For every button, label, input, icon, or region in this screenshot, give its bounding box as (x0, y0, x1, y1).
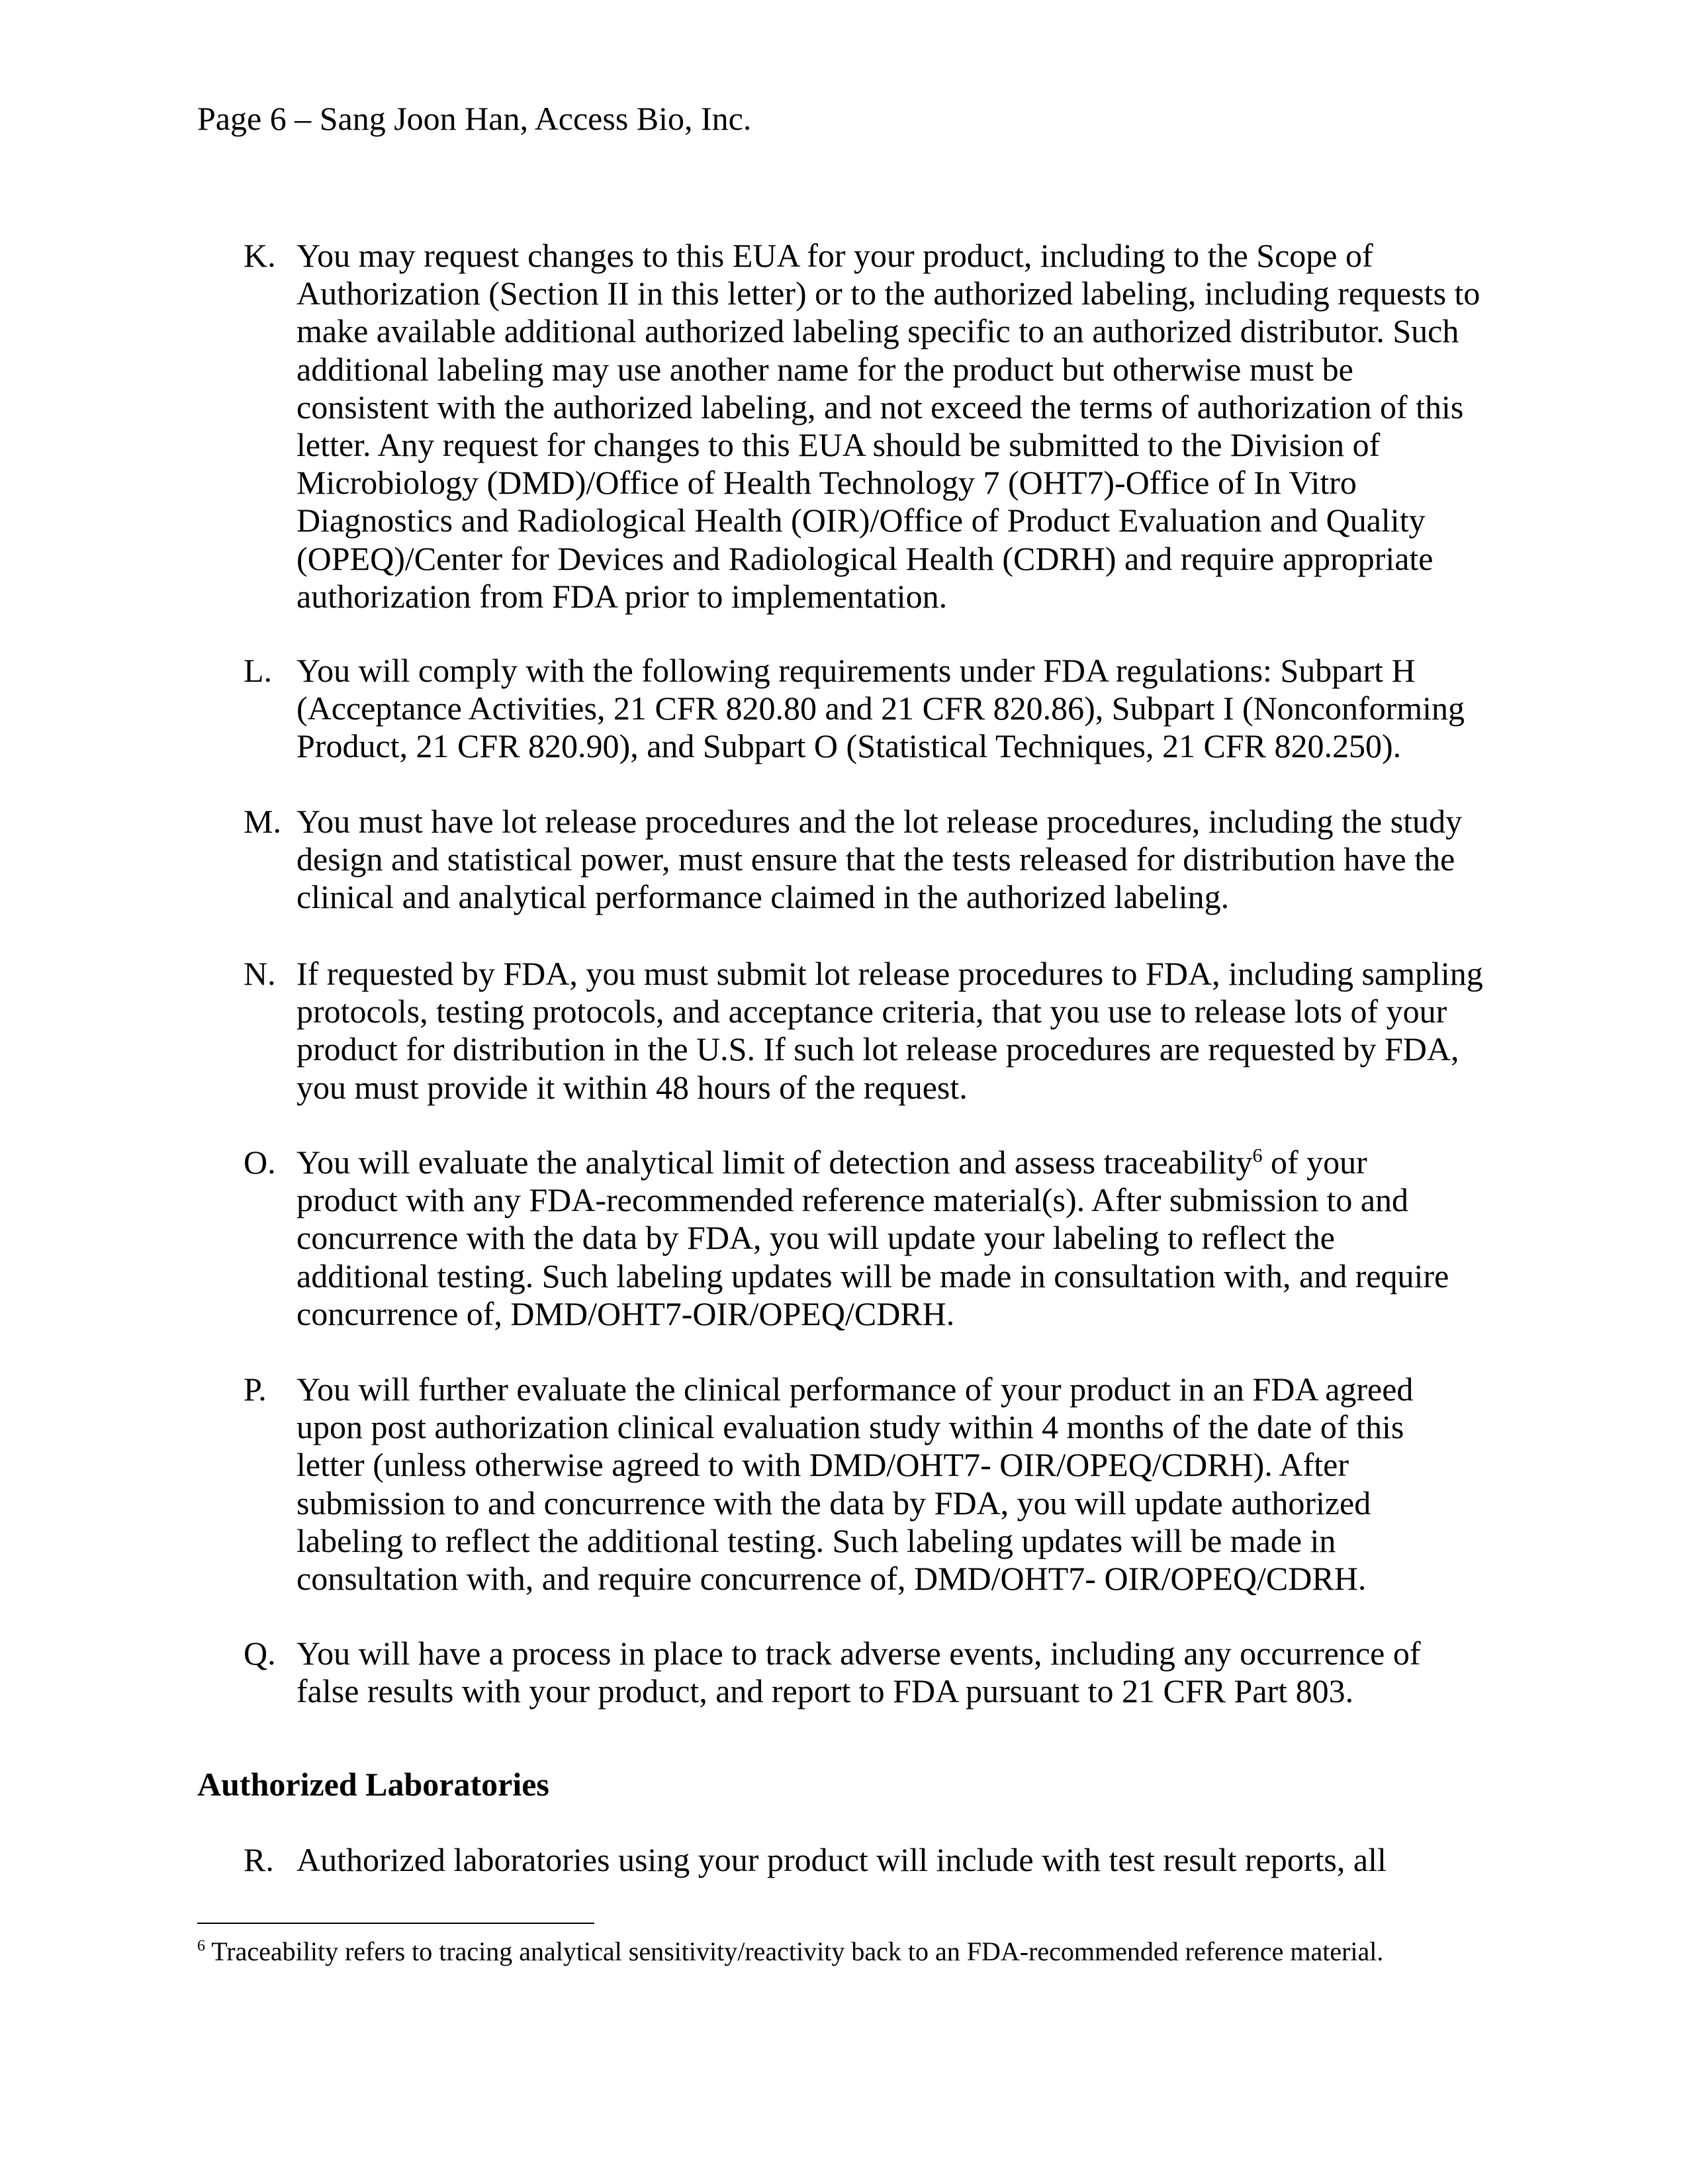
text-line: concurrence of, DMD/OHT7-OIR/OPEQ/CDRH. (296, 1295, 955, 1332)
text-line: consultation with, and require concurrence of, DMD/OHT7- OIR/OPEQ/CDRH. (296, 1560, 1367, 1598)
item-letter: R. (244, 1841, 274, 1878)
item-letter: N. (244, 955, 276, 992)
text-line: design and statistical power, must ensure that the tests released for distribution have the (296, 841, 1455, 878)
text-line: letter (unless otherwise agreed to with DMD/OHT7- OIR/OPEQ/CDRH). After (296, 1446, 1349, 1484)
text-line: clinical and analytical performance claimed in the authorized labeling. (296, 878, 1230, 916)
text-line: product with any FDA-recommended reference material(s). After submission to and (296, 1181, 1409, 1219)
text-line: additional labeling may use another name for the product but otherwise must be (296, 350, 1353, 388)
text-line: You will further evaluate the clinical performance of your product in an FDA agreed (296, 1371, 1414, 1408)
item-text (296, 652, 1481, 766)
text-line (296, 1144, 1481, 1181)
footnote (197, 1936, 1383, 1968)
item-letter: P. (244, 1371, 267, 1408)
text-line: letter. Any request for changes to this EUA should be submitted to the Division of (296, 426, 1381, 464)
item-text (296, 237, 1481, 615)
footnote-reference: 6 (1252, 1144, 1263, 1167)
text-line: You will comply with the following requirements under FDA regulations: Subpart H (296, 652, 1416, 689)
page-header: Page 6 – Sang Joon Han, Access Bio, Inc. (197, 100, 752, 137)
item-letter: M. (244, 803, 281, 840)
item-letter: L. (244, 652, 273, 689)
text-fragment: You will evaluate the analytical limit of detection and assess traceability (296, 1144, 1253, 1181)
footnote-divider (197, 1923, 594, 1924)
text-line: concurrence with the data by FDA, you will update your labeling to reflect the (296, 1219, 1335, 1257)
text-line: product for distribution in the U.S. If such lot release procedures are requested by FDA, (296, 1030, 1459, 1068)
item-text (296, 1635, 1481, 1710)
item-text (296, 1841, 1481, 1879)
text-line: You may request changes to this EUA for your product, including to the Scope of (296, 237, 1373, 274)
section-heading: Authorized Laboratories (197, 1766, 549, 1803)
item-text (296, 803, 1481, 917)
text-line: you must provide it within 48 hours of the request. (296, 1068, 968, 1106)
item-text (296, 1371, 1481, 1598)
text-line: (OPEQ)/Center for Devices and Radiological Health (CDRH) and require appropriate (296, 539, 1434, 577)
footnote-marker: 6 (197, 1937, 205, 1955)
text-line: consistent with the authorized labeling, and not exceed the terms of authorization of this (296, 388, 1464, 426)
text-line: Authorization (Section II in this letter) or to the authorized labeling, including requests to (296, 275, 1480, 312)
text-line: submission to and concurrence with the data by FDA, you will update authorized (296, 1484, 1371, 1522)
text-line: You must have lot release procedures and the lot release procedures, including the study (296, 803, 1463, 840)
item-letter: O. (244, 1144, 276, 1181)
text-line: make available additional authorized labeling specific to an authorized distributor. Such (296, 312, 1459, 350)
text-line: Diagnostics and Radiological Health (OIR)/Office of Product Evaluation and Quality (296, 502, 1426, 539)
item-text (296, 955, 1481, 1107)
item-text (296, 1144, 1481, 1333)
text-line: You will have a process in place to track adverse events, including any occurrence of (296, 1635, 1421, 1672)
item-letter: K. (244, 237, 276, 274)
text-line: If requested by FDA, you must submit lot release procedures to FDA, including sampling (296, 955, 1483, 992)
text-line: (Acceptance Activities, 21 CFR 820.80 and 21 CFR 820.86), Subpart I (Nonconforming (296, 690, 1465, 727)
text-fragment: of your (1262, 1144, 1367, 1181)
text-line: additional testing. Such labeling updates will be made in consultation with, and require (296, 1257, 1449, 1295)
text-line: authorization from FDA prior to implementation. (296, 577, 948, 615)
text-line: false results with your product, and report to FDA pursuant to 21 CFR Part 803. (296, 1672, 1354, 1710)
text-line: protocols, testing protocols, and acceptance criteria, that you use to release lots of your (296, 993, 1447, 1030)
footnote-text: Traceability refers to tracing analytical sensitivity/reactivity back to an FDA-recommended reference material. (205, 1936, 1384, 1966)
item-letter: Q. (244, 1635, 276, 1672)
text-line: Product, 21 CFR 820.90), and Subpart O (Statistical Techniques, 21 CFR 820.250). (296, 727, 1402, 765)
text-line: upon post authorization clinical evaluation study within 4 months of the date of this (296, 1408, 1404, 1446)
text-line: labeling to reflect the additional testing. Such labeling updates will be made in (296, 1522, 1336, 1559)
text-line: Microbiology (DMD)/Office of Health Technology 7 (OHT7)-Office of In Vitro (296, 464, 1357, 502)
text-line: Authorized laboratories using your product will include with test result reports, all (296, 1841, 1387, 1878)
